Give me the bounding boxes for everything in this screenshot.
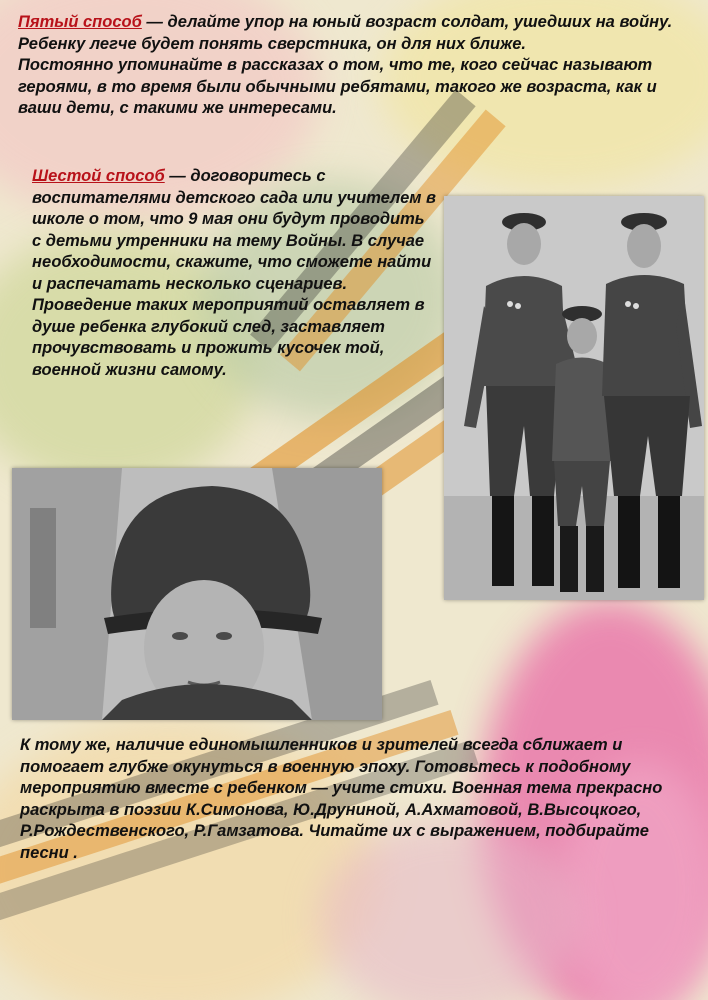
closing-paragraph: К тому же, наличие единомышленников и зрителей всегда сближает и помогает глубже окунуться в военную эпоху. Готовьтесь к подобному мероприятию вместе с ребенком — учите стихи. Военная тема прекрасно раскрыта в поэзии К.Симонова, Ю.Друниной, А.Ахматовой, В.Высоцкого, Р.Рождественского, Р.Гамзатова. Читайте их с выражением, подбирайте песни .	[20, 736, 663, 862]
sixth-method-label: Шестой способ	[32, 167, 165, 185]
sixth-method-block	[32, 166, 437, 381]
fifth-method-intro	[18, 12, 693, 34]
sixth-method-text: — договоритесь с воспитателями детского сада или учителем в школе о том, что 9 мая они будут проводить с детьми утренники на тему Войны. В случае необходимости, скажите, что сможете найти и распечатать несколько сценариев. Проведение таких мероприятий оставляет в душе ребенка глубокий след, заставляет прочувствовать и прожить кусочек той, военной жизни самому.	[32, 167, 437, 379]
fifth-method-text: — делайте упор на юный возраст солдат, ушедших на войну.	[141, 13, 673, 31]
helmet-soldier-photo	[12, 468, 382, 720]
soldiers-photo-drawing	[444, 196, 704, 600]
fifth-method-line: Ребенку легче будет понять сверстника, он для них ближе.	[18, 34, 527, 53]
closing-block	[20, 735, 680, 864]
helmet-soldier-drawing	[12, 468, 382, 720]
soldiers-photo	[444, 196, 704, 600]
fifth-method-line: Постоянно упоминайте в рассказах о том, что те, кого сейчас называют героями, в то время были обычными ребятами, такого же возраста, как и ваши дети, с такими же интересами.	[18, 56, 657, 117]
fifth-method-label: Пятый способ	[18, 13, 142, 31]
fifth-method-block	[18, 12, 693, 120]
sixth-method-paragraph	[32, 166, 437, 381]
